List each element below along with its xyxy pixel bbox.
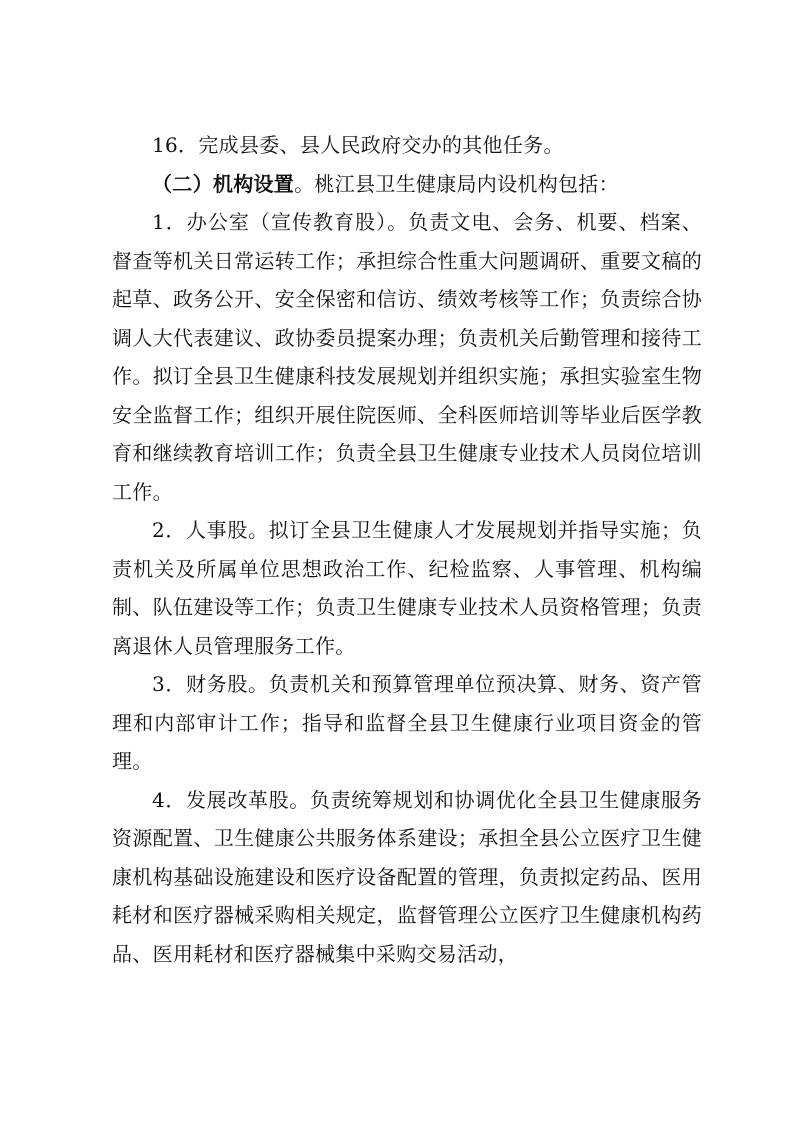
document-body bbox=[112, 126, 702, 973]
paragraph-text: 4．发展改革股。负责统筹规划和协调优化全县卫生健康服务资源配置、卫生健康公共服务体系建设；承担全县公立医疗卫生健康机构基础设施建设和医疗设备配置的管理，负责拟定药品、医用耗材和医疗器械采购相关规定，监督管理公立医疗卫生健康机构药品、医用耗材和医疗器械集中采购交易活动， bbox=[112, 787, 702, 966]
paragraph-section-heading bbox=[112, 165, 702, 204]
paragraph-development-reform bbox=[112, 781, 702, 974]
paragraph-office bbox=[112, 203, 702, 511]
paragraph-text: 16．完成县委、县人民政府交办的其他任务。 bbox=[152, 133, 564, 157]
paragraph-finance bbox=[112, 665, 702, 781]
paragraph-task-16 bbox=[112, 126, 702, 165]
section-heading: （二）机构设置 bbox=[152, 171, 295, 196]
paragraph-text: 3．财务股。负责机关和预算管理单位预决算、财务、资产管理和内部审计工作；指导和监督全县卫生健康行业项目资金的管理。 bbox=[112, 672, 702, 773]
paragraph-text: 。桃江县卫生健康局内设机构包括： bbox=[294, 171, 619, 196]
paragraph-text: 2．人事股。拟订全县卫生健康人才发展规划并指导实施；负责机关及所属单位思想政治工作、纪检监察、人事管理、机构编制、队伍建设等工作；负责卫生健康专业技术人员资格管理；负责离退休人员管理服务工作。 bbox=[112, 518, 702, 658]
paragraph-personnel bbox=[112, 511, 702, 665]
paragraph-text: 1．办公室（宣传教育股）。负责文电、会务、机要、档案、督查等机关日常运转工作；承担综合性重大问题调研、重要文稿的起草、政务公开、安全保密和信访、绩效考核等工作；负责综合协调人大代表建议、政协委员提案办理；负责机关后勤管理和接待工作。拟订全县卫生健康科技发展规划并组织实施；承担实验室生物安全监督工作；组织开展住院医师、全科医师培训等毕业后医学教育和继续教育培训工作；负责全县卫生健康专业技术人员岗位培训工作。 bbox=[112, 210, 702, 504]
